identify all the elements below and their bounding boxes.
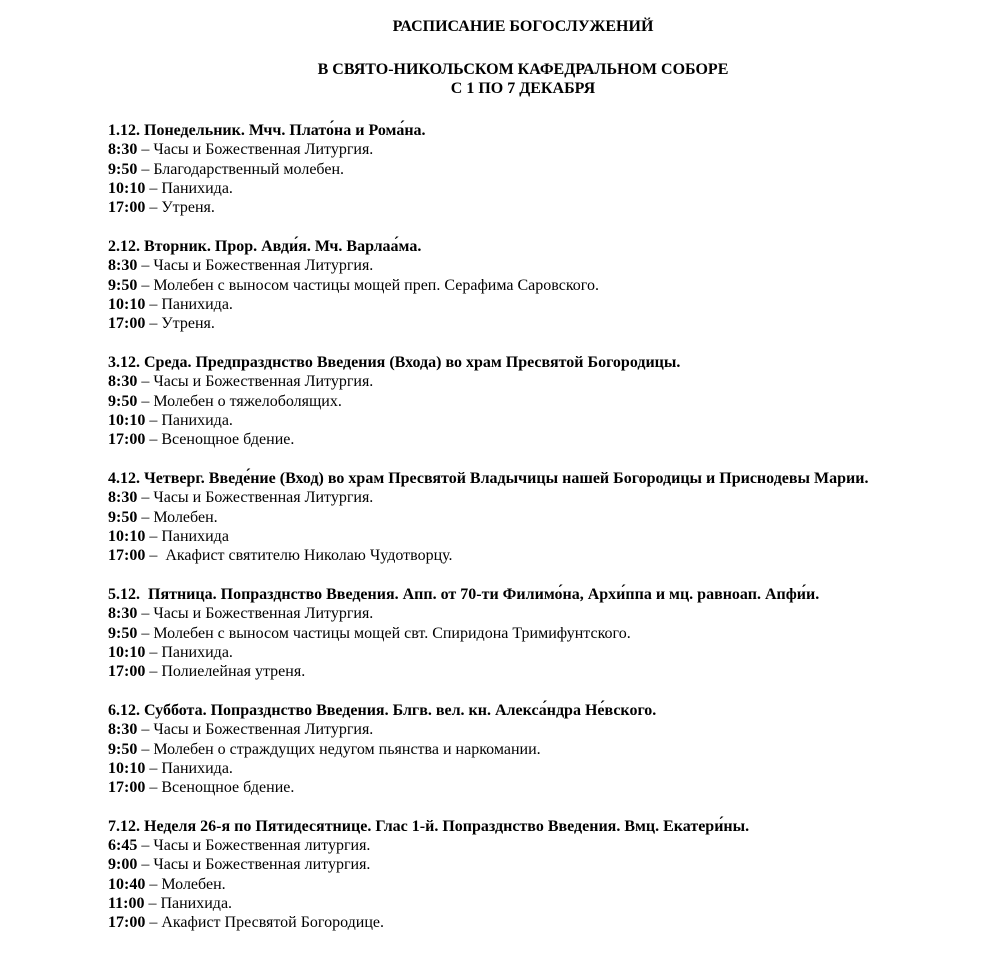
service-row — [108, 508, 868, 527]
service-row — [108, 643, 868, 662]
document-subtitle — [0, 60, 1000, 99]
service-time: 10:40 — [108, 875, 146, 893]
service-time: 8:30 — [108, 373, 138, 391]
service-description: – Панихида. — [145, 411, 233, 429]
service-description: – Молебен. — [145, 875, 226, 893]
service-row — [108, 855, 868, 874]
service-description: – Часы и Божественная Литургия. — [137, 605, 374, 623]
service-description: – Молебен о тяжелоболящих. — [137, 392, 342, 410]
schedule-list — [108, 121, 868, 952]
service-row — [108, 256, 868, 275]
service-description: – Всенощное бдение. — [145, 431, 295, 449]
service-time: 8:30 — [108, 257, 138, 275]
service-row — [108, 836, 868, 855]
service-description: – Молебен с выносом частицы мощей преп. Серафима Саровского. — [137, 276, 599, 294]
service-description: – Панихида. — [145, 643, 233, 661]
service-description: – Утреня. — [145, 315, 215, 333]
service-row — [108, 662, 868, 681]
service-time: 9:50 — [108, 624, 138, 642]
day-section — [108, 817, 868, 933]
service-row — [108, 179, 868, 198]
service-row — [108, 430, 868, 449]
service-time: 10:10 — [108, 759, 146, 777]
day-heading: 4.12. Четверг. Введе́ние (Вход) во храм Пресвятой Владычицы нашей Богородицы и Приснодевы Марии. — [108, 469, 869, 487]
service-description: – Утреня. — [145, 199, 215, 217]
service-time: 9:50 — [108, 740, 138, 758]
service-row — [108, 411, 868, 430]
service-description: – Акафист Пресвятой Богородице. — [145, 914, 384, 932]
service-row — [108, 604, 868, 623]
day-heading: 5.12. Пятница. Попразднство Введения. Апп. от 70-ти Филимо́на, Архи́ппа и мц. равноап. Апфи́и. — [108, 585, 820, 603]
service-row — [108, 295, 868, 314]
day-section — [108, 353, 868, 450]
service-time: 17:00 — [108, 315, 146, 333]
service-time: 10:10 — [108, 179, 146, 197]
day-section — [108, 121, 868, 218]
service-time: 10:10 — [108, 643, 146, 661]
service-row — [108, 546, 868, 565]
service-time: 17:00 — [108, 663, 146, 681]
day-section — [108, 585, 868, 682]
service-time: 9:50 — [108, 276, 138, 294]
service-description: – Панихида. — [145, 759, 233, 777]
service-description: – Панихида. — [145, 295, 233, 313]
service-row — [108, 913, 868, 932]
service-description: – Молебен с выносом частицы мощей свт. Спиридона Тримифунтского. — [137, 624, 631, 642]
service-description: – Молебен. — [137, 508, 218, 526]
service-row — [108, 527, 868, 546]
service-description: – Часы и Божественная Литургия. — [137, 141, 374, 159]
service-row — [108, 488, 868, 507]
service-time: 8:30 — [108, 489, 138, 507]
service-description: – Часы и Божественная Литургия. — [137, 257, 374, 275]
service-description: – Акафист святителю Николаю Чудотворцу. — [145, 547, 453, 565]
service-time: 9:50 — [108, 392, 138, 410]
service-description: – Часы и Божественная литургия. — [137, 837, 371, 855]
service-row — [108, 276, 868, 295]
service-time: 6:45 — [108, 837, 138, 855]
day-heading: 6.12. Суббота. Попразднство Введения. Блгв. вел. кн. Алекса́ндра Не́вского. — [108, 701, 657, 719]
service-time: 17:00 — [108, 914, 146, 932]
service-time: 17:00 — [108, 547, 146, 565]
service-row — [108, 198, 868, 217]
service-row — [108, 778, 868, 797]
service-row — [108, 894, 868, 913]
service-row — [108, 624, 868, 643]
service-time: 10:10 — [108, 527, 146, 545]
service-row — [108, 759, 868, 778]
service-time: 8:30 — [108, 605, 138, 623]
service-time: 9:50 — [108, 508, 138, 526]
subtitle-line-2: С 1 ПО 7 ДЕКАБРЯ — [450, 80, 596, 98]
service-time: 17:00 — [108, 199, 146, 217]
service-time: 10:10 — [108, 411, 146, 429]
service-row — [108, 160, 868, 179]
service-description: – Панихида. — [145, 179, 233, 197]
service-description: – Молебен о страждущих недугом пьянства и наркомании. — [137, 740, 541, 758]
service-row — [108, 140, 868, 159]
service-description: – Благодарственный молебен. — [137, 160, 345, 178]
day-section — [108, 237, 868, 334]
service-description: – Панихида. — [144, 895, 233, 913]
day-heading: 1.12. Понедельник. Мчч. Плато́на и Рома́на. — [108, 122, 426, 139]
service-description: – Часы и Божественная Литургия. — [137, 721, 374, 739]
subtitle-line-1: В СВЯТО-НИКОЛЬСКОМ КАФЕДРАЛЬНОМ СОБОРЕ — [317, 61, 729, 78]
day-section — [108, 701, 868, 798]
service-time: 17:00 — [108, 431, 146, 449]
service-time: 9:50 — [108, 160, 138, 178]
service-time: 10:10 — [108, 295, 146, 313]
service-time: 8:30 — [108, 721, 138, 739]
service-description: – Часы и Божественная Литургия. — [137, 489, 374, 507]
service-row — [108, 875, 868, 894]
service-description: – Всенощное бдение. — [145, 779, 295, 797]
service-description: – Полиелейная утреня. — [145, 663, 306, 681]
day-heading: 2.12. Вторник. Прор. Авди́я. Мч. Варлаа́ма. — [108, 237, 422, 255]
service-description: – Часы и Божественная литургия. — [137, 856, 371, 874]
service-row — [108, 372, 868, 391]
document-title: РАСПИСАНИЕ БОГОСЛУЖЕНИЙ — [392, 18, 654, 35]
service-time: 9:00 — [108, 856, 138, 874]
service-row — [108, 740, 868, 759]
service-description: – Часы и Божественная Литургия. — [137, 373, 374, 391]
service-time: 11:00 — [108, 895, 145, 913]
service-time: 17:00 — [108, 779, 146, 797]
service-time: 8:30 — [108, 141, 138, 159]
day-heading: 3.12. Среда. Предпразднство Введения (Входа) во храм Пресвятой Богородицы. — [108, 353, 681, 371]
service-row — [108, 720, 868, 739]
service-row — [108, 314, 868, 333]
service-row — [108, 392, 868, 411]
day-section — [108, 469, 868, 566]
day-heading: 7.12. Неделя 26-я по Пятидесятнице. Глас 1-й. Попразднство Введения. Вмц. Екатери́ны. — [108, 817, 750, 835]
service-description: – Панихида — [145, 527, 229, 545]
